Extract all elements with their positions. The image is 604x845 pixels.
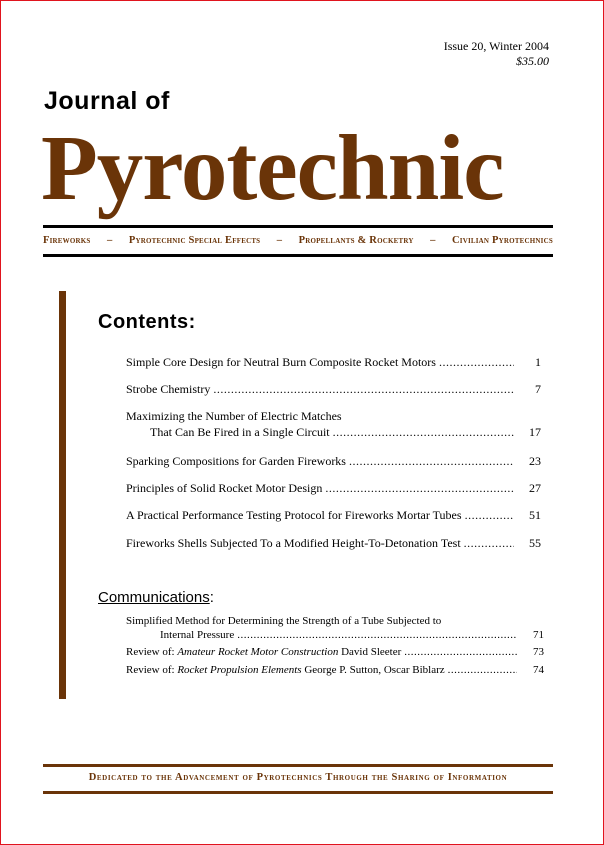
review-author: George P. Sutton, Oscar Biblarz xyxy=(301,664,445,676)
category-propellants: Propellants & Rocketry xyxy=(298,235,414,246)
toc-entry[interactable] xyxy=(126,536,541,551)
toc-entry-title: Principles of Solid Rocket Motor Design xyxy=(126,481,323,495)
comm-entry[interactable] xyxy=(126,664,544,676)
toc-leader xyxy=(439,355,514,370)
toc-entry-title-line1: Maximizing the Number of Electric Matches xyxy=(126,409,342,423)
category-separator: – xyxy=(430,235,436,246)
communications-heading-text: Communications xyxy=(98,589,210,606)
toc-leader xyxy=(465,508,514,523)
toc-entry[interactable] xyxy=(126,355,541,370)
contents-heading: Contents: xyxy=(98,311,196,333)
toc-leader xyxy=(448,664,517,676)
comm-entry-page: 71 xyxy=(533,629,544,641)
toc-leader xyxy=(349,454,514,469)
category-separator: – xyxy=(276,235,283,246)
comm-entry-page: 73 xyxy=(533,646,544,658)
toc-entry-title: Strobe Chemistry xyxy=(126,382,211,396)
toc-leader xyxy=(464,536,514,551)
toc-leader xyxy=(404,646,517,658)
comm-entry[interactable] xyxy=(126,646,544,658)
masthead-title: Pyrotechnic xyxy=(41,117,504,220)
toc-entry-title: A Practical Performance Testing Protocol for Fireworks Mortar Tubes xyxy=(126,508,462,522)
toc-leader xyxy=(333,425,514,440)
communications-heading xyxy=(98,589,214,606)
toc-entry-page: 27 xyxy=(529,481,541,495)
footer-tagline: Dedicated to the Advancement of Pyrotechnics Through the Sharing of Information xyxy=(88,772,508,783)
category-civilian: Civilian Pyrotechnics xyxy=(452,235,553,246)
toc-entry-page: 51 xyxy=(529,508,541,522)
toc-leader xyxy=(213,382,514,397)
comm-entry-page: 74 xyxy=(533,664,544,676)
toc-leader xyxy=(237,629,517,641)
category-fireworks: Fireworks xyxy=(43,235,91,246)
category-separator: – xyxy=(106,235,113,246)
toc-entry-title: Sparking Compositions for Garden Fireworks xyxy=(126,454,346,468)
toc-entry[interactable] xyxy=(150,425,541,440)
toc-entry-title: Fireworks Shells Subjected To a Modified Height-To-Detonation Test xyxy=(126,536,461,550)
toc-entry-page: 55 xyxy=(529,536,541,550)
toc-entry-page: 7 xyxy=(535,382,541,396)
footer-bottom-rule xyxy=(43,791,553,794)
category-special-effects: Pyrotechnic Special Effects xyxy=(128,235,261,246)
contents-side-bar xyxy=(59,291,66,699)
issue-label: Issue 20, Winter 2004 xyxy=(443,39,549,53)
communications-heading-colon: : xyxy=(209,589,214,606)
toc-entry[interactable] xyxy=(126,382,541,397)
toc-entry-title: Simple Core Design for Neutral Burn Composite Rocket Motors xyxy=(126,355,436,369)
category-strip xyxy=(43,235,553,246)
review-prefix: Review of: xyxy=(126,646,178,658)
comm-entry-title-line1: Simplified Method for Determining the Strength of a Tube Subjected to xyxy=(126,615,442,627)
top-rule xyxy=(43,225,553,228)
masthead-journal-of: Journal of xyxy=(44,87,170,115)
toc-leader xyxy=(325,481,514,496)
issue-info xyxy=(444,39,549,69)
issue-price: $35.00 xyxy=(516,54,549,68)
comm-entry[interactable] xyxy=(160,629,544,641)
toc-entry[interactable] xyxy=(126,454,541,469)
review-book-title: Rocket Propulsion Elements xyxy=(177,664,302,676)
toc-entry[interactable] xyxy=(126,481,541,496)
comm-entry-title xyxy=(126,664,445,676)
toc-entry-page: 17 xyxy=(529,425,541,439)
comm-entry-title: Internal Pressure xyxy=(160,629,235,641)
review-author: David Sleeter xyxy=(338,646,402,658)
toc-entry[interactable] xyxy=(126,508,541,523)
review-book-title: Amateur Rocket Motor Construction xyxy=(177,646,339,658)
footer-top-rule xyxy=(43,764,553,767)
category-bottom-rule xyxy=(43,254,553,257)
review-prefix: Review of: xyxy=(126,664,178,676)
comm-entry-title xyxy=(126,646,401,658)
toc-entry-title: That Can Be Fired in a Single Circuit xyxy=(150,425,330,439)
toc-entry-page: 23 xyxy=(529,454,541,468)
toc-entry-page: 1 xyxy=(535,355,541,369)
